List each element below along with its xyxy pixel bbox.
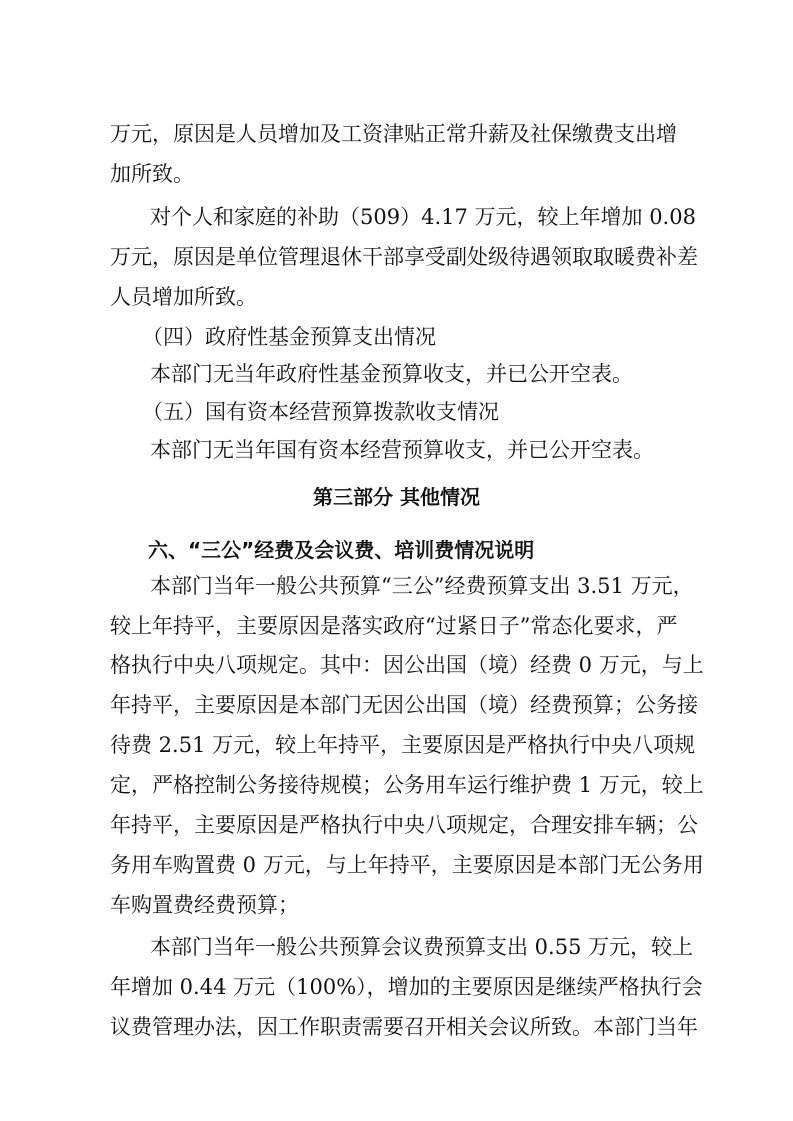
paragraph-line: 对个人和家庭的补助（509）4.17 万元，较上年增加 0.08 bbox=[150, 205, 696, 229]
paragraph-line: 万元，原因是人员增加及工资津贴正常升薪及社保缴费支出增 bbox=[110, 122, 677, 146]
paragraph-line: 本部门当年一般公共预算会议费预算支出 0.55 万元，较上 bbox=[150, 935, 694, 959]
paragraph-line: 本部门无当年政府性基金预算收支，并已公开空表。 bbox=[150, 362, 633, 386]
part-heading: 第三部分 其他情况 bbox=[313, 485, 480, 509]
paragraph-line: 格执行中央八项规定。其中：因公出国（境）经费 0 万元，与上 bbox=[110, 653, 704, 677]
section-heading: 六、“三公”经费及会议费、培训费情况说明 bbox=[148, 538, 535, 562]
paragraph-line: 待费 2.51 万元，较上年持平，主要原因是严格执行中央八项规 bbox=[110, 733, 696, 757]
paragraph-line: 车购置费经费预算； bbox=[110, 893, 299, 917]
paragraph-line: 议费管理办法，因工作职责需要召开相关会议所致。本部门当年 bbox=[110, 1015, 698, 1039]
paragraph-line: 年增加 0.44 万元（100%），增加的主要原因是继续严格执行会 bbox=[110, 975, 703, 999]
paragraph-line: 定，严格控制公务接待规模；公务用车运行维护费 1 万元，较上 bbox=[110, 773, 704, 797]
paragraph-line: 年持平，主要原因是严格执行中央八项规定，合理安排车辆；公 bbox=[110, 813, 698, 837]
paragraph-line: 本部门当年一般公共预算“三公”经费预算支出 3.51 万元， bbox=[150, 574, 694, 598]
paragraph-line: 务用车购置费 0 万元，与上年持平，主要原因是本部门无公务用 bbox=[110, 853, 704, 877]
section-subheading: （五）国有资本经营预算拨款收支情况 bbox=[142, 400, 499, 424]
paragraph-line: 万元，原因是单位管理退休干部享受副处级待遇领取取暖费补差 bbox=[110, 245, 698, 269]
paragraph-line: 较上年持平，主要原因是落实政府“过紧日子”常态化要求，严 bbox=[110, 614, 678, 638]
paragraph-line: 本部门无当年国有资本经营预算收支，并已公开空表。 bbox=[150, 438, 654, 462]
paragraph-line: 人员增加所致。 bbox=[110, 285, 257, 309]
paragraph-line: 加所致。 bbox=[110, 162, 194, 186]
paragraph-line: 年持平，主要原因是本部门无因公出国（境）经费预算；公务接 bbox=[110, 693, 698, 717]
section-subheading: （四）政府性基金预算支出情况 bbox=[142, 325, 436, 349]
